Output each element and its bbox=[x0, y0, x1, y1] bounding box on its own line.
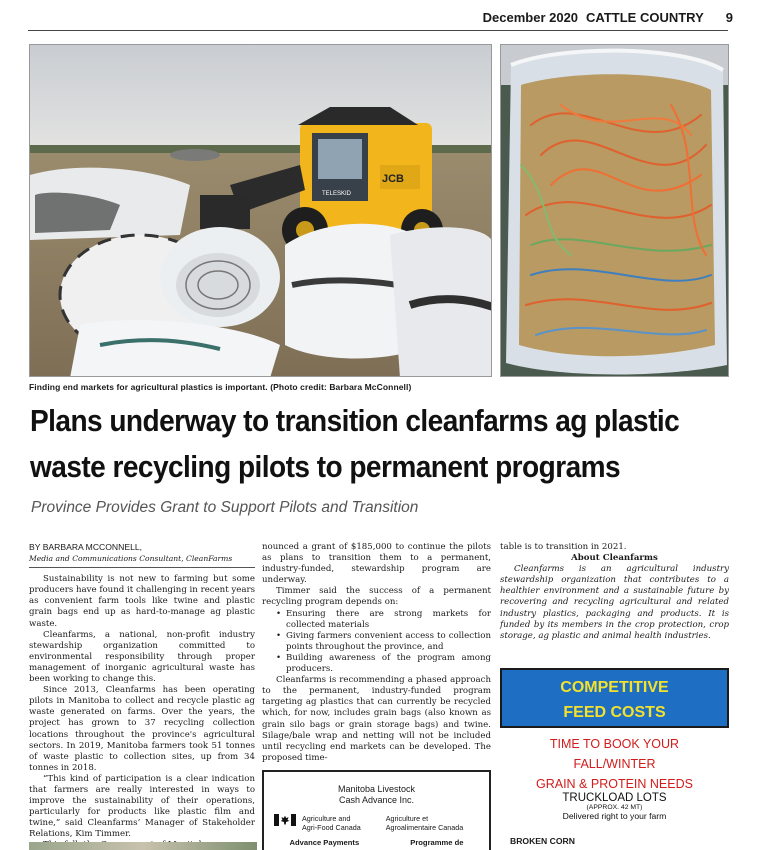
page-header bbox=[483, 10, 733, 25]
issue-date: December 2020 bbox=[482, 10, 579, 25]
delivery-note: Delivered right to your farm bbox=[562, 811, 667, 821]
ad-title-line-2: Cash Advance Inc. bbox=[338, 795, 415, 805]
photo-caption: Finding end markets for agricultural plastics is important. (Photo credit: Barbara McConnell) bbox=[29, 382, 412, 392]
banner-line-2: FEED COSTS bbox=[563, 704, 666, 721]
feed-costs-banner bbox=[500, 668, 729, 728]
agency-en-line-1: Agriculture and bbox=[302, 814, 351, 823]
feed-ad-details bbox=[500, 792, 729, 821]
canada-flag-icon bbox=[274, 814, 296, 826]
list-item: • Ensuring there are strong markets for collected materials bbox=[276, 609, 491, 631]
success-factors-list bbox=[276, 609, 491, 676]
agency-fr-line-2: Agroalimentaire Canada bbox=[385, 823, 464, 832]
feed-ad-red-line-2: FALL/WINTER bbox=[573, 757, 656, 771]
broken-corn-label: BROKEN CORN bbox=[510, 836, 575, 846]
article-column-2 bbox=[262, 542, 491, 764]
header-rule bbox=[28, 30, 728, 31]
agency-fr-line-1: Agriculture et bbox=[385, 814, 429, 823]
article-paragraph: nounced a grant of $185,000 to continue the pilots as plans to transition them to a permanent, industry-funded, stewardship program are underway. bbox=[262, 542, 491, 586]
feed-ad-red-line-1: TIME TO BOOK YOUR bbox=[549, 737, 680, 751]
truckload-lots: TRUCKLOAD LOTS bbox=[562, 792, 667, 804]
list-item: • Building awareness of the program among producers. bbox=[276, 653, 491, 675]
feed-ad-red-line-3: GRAIN & PROTEIN NEEDS bbox=[536, 777, 693, 791]
agency-en-line-2: Agri-Food Canada bbox=[302, 823, 361, 832]
svg-text:JCB: JCB bbox=[382, 173, 405, 185]
feed-ad-red-text bbox=[500, 734, 729, 794]
livestock-cash-advance-ad bbox=[262, 770, 491, 850]
article-paragraph: Cleanfarms, a national, non-profit industry stewardship organization committed to environmental responsibility through proper management of inorganic agricultural waste has been working to change this. bbox=[29, 629, 255, 685]
article-paragraph: Sustainability is not new to farming but some producers have found it challenging in recent years as convenient farm tools like twine and plastic grain bags end up as hard-to-manage ag plastic waste. bbox=[29, 574, 255, 629]
photo-telehandler-plastic-bales bbox=[29, 44, 492, 377]
svg-text:TELESKID: TELESKID bbox=[322, 191, 352, 197]
byline-title: Media and Communications Consultant, CleanFarms bbox=[29, 553, 255, 568]
article-paragraph: Since 2013, Cleanfarms has been operating pilots in Manitoba to collect and recycle plastic ag waste generated on farms. Over the years, the project has grown to 37 recycling collection locations throughout the province's agricultural sectors. In 2019, Manitoba farmers took 51 tonnes of waste plastic to collection sites, up from 34 tonnes in 2018. bbox=[29, 685, 255, 773]
article-column-3 bbox=[500, 542, 729, 642]
publication-name: CATTLE COUNTRY bbox=[586, 10, 704, 25]
page-number: 9 bbox=[725, 10, 733, 25]
ad-title-line-1: Manitoba Livestock bbox=[337, 784, 416, 794]
article-paragraph: Cleanfarms is recommending a phased approach to the permanent, industry-funded program targeting ag plastics that can currently be recycled which, for now, includes grain bags (also known as grain silo bags or grain storage bags) and twine. Silage/bale wrap and netting will not be included until recycling end markets can be developed. The proposed time- bbox=[262, 675, 491, 763]
article-paragraph: “This kind of participation is a clear indication that farmers are really interested in ways to improve the sustainability of their operations, particularly for products like plastic film and twine,” said Cleanfarms’ Manager of Stakeholder Relations, Kim Timmer. bbox=[29, 773, 255, 840]
list-item: • Giving farmers convenient access to collection points throughout the province, and bbox=[276, 631, 491, 653]
program-fr: Programme de bbox=[410, 838, 464, 847]
about-heading: About Cleanfarms bbox=[571, 553, 658, 564]
byline-name: BY BARBARA MCCONNELL, bbox=[29, 542, 143, 552]
bottom-photo-strip bbox=[29, 842, 257, 850]
about-paragraph: Cleanfarms is an agricultural industry stewardship organization that contributes to a healthier environment and a sustainable future by recovering and recycling agricultural and related industry plastics, packaging and products. It is funded by its members in the crop protection, crop storage, ag plastic and animal health industries. bbox=[500, 564, 729, 641]
article-paragraph: Timmer said the success of a permanent recycling program depends on: bbox=[262, 586, 491, 608]
article-column-1 bbox=[29, 542, 255, 850]
truckload-approx: (APPROX. 42 MT) bbox=[586, 804, 643, 811]
article-paragraph: table is to transition in 2021. bbox=[500, 542, 627, 552]
article-subhead: Province Provides Grant to Support Pilots and Transition bbox=[31, 499, 419, 516]
photo-bag-of-twine bbox=[500, 44, 729, 377]
article-headline: Plans underway to transition cleanfarms ag plastic waste recycling pilots to permanent programs bbox=[30, 404, 680, 484]
banner-line-1: COMPETITIVE bbox=[560, 679, 669, 696]
program-en: Advance Payments bbox=[289, 838, 360, 847]
